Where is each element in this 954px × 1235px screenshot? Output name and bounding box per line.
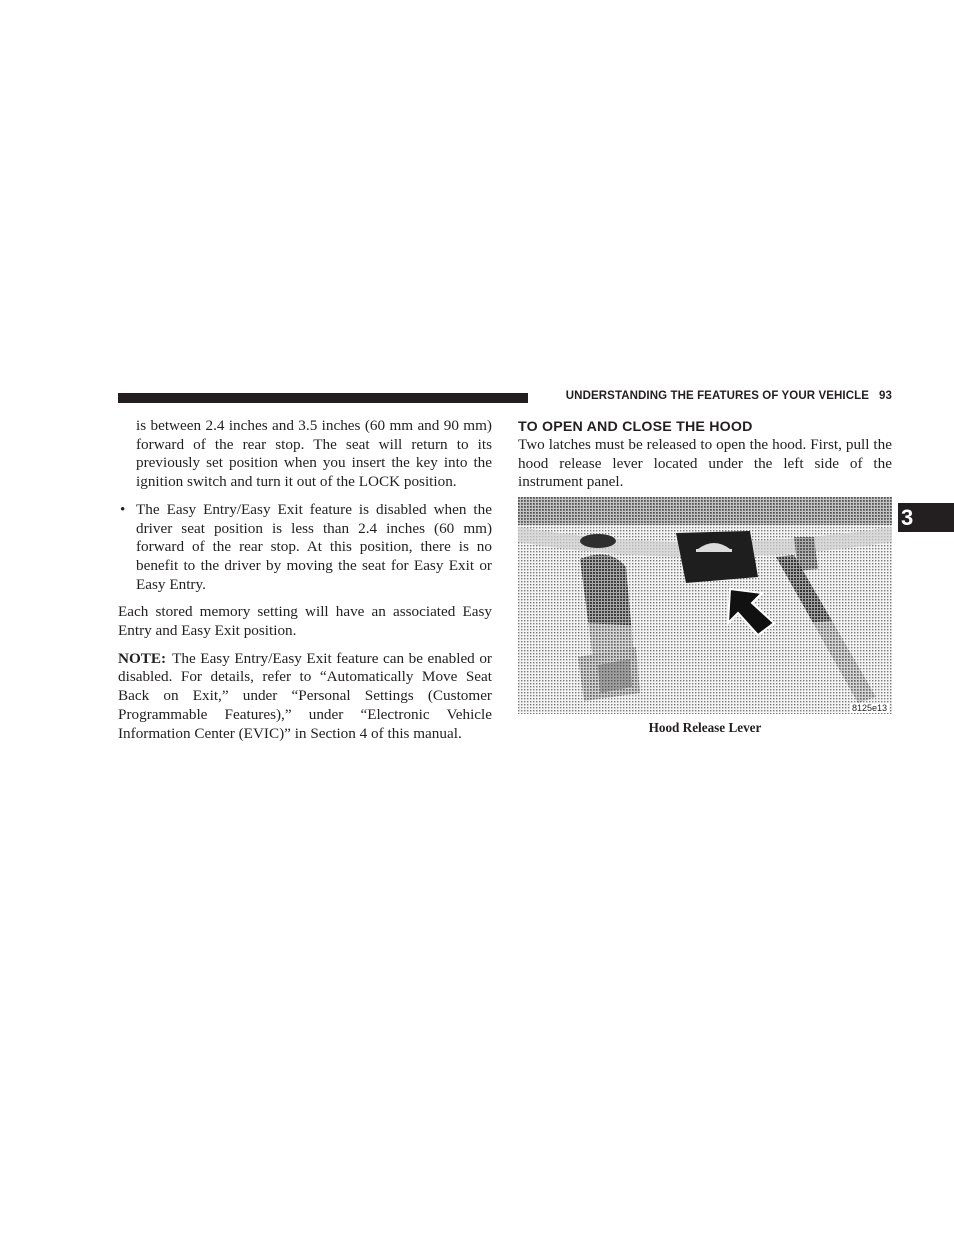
note-paragraph	[118, 650, 492, 744]
hood-release-figure	[518, 497, 892, 714]
section-title: TO OPEN AND CLOSE THE HOOD	[518, 419, 753, 435]
header-rule	[118, 393, 528, 403]
page-number: 93	[879, 390, 892, 402]
running-title: UNDERSTANDING THE FEATURES OF YOUR VEHICLE	[565, 390, 869, 402]
bullet-icon: •	[120, 500, 126, 518]
memory-paragraph: Each stored memory setting will have an associated Easy Entry and Easy Exit position.	[118, 603, 492, 640]
hood-release-illustration	[518, 497, 892, 714]
figure-code: 8125e13	[851, 703, 887, 713]
note-label: NOTE:	[118, 649, 167, 667]
section-paragraph: Two latches must be released to open the hood. First, pull the hood release lever located under the left side of the instrument panel.	[518, 436, 892, 491]
right-column	[518, 418, 892, 492]
bullet-text: The Easy Entry/Easy Exit feature is disabled when the driver seat position is less than 2.4 inches (60 mm) forward of the rear stop. At this position, there is no benefit to the driver by moving the seat for Easy Exit or Easy Entry.	[136, 500, 492, 593]
running-header	[538, 390, 892, 402]
note-text: The Easy Entry/Easy Exit feature can be enabled or disabled. For details, refer to “Automatically Move Seat Back on Exit,” under “Personal Settings (Customer Programmable Features),” under “Electronic Vehicle Information Center (EVIC)” in Section 4 of this manual.	[118, 649, 492, 742]
figure-caption: Hood Release Lever	[648, 720, 762, 735]
continued-paragraph: is between 2.4 inches and 3.5 inches (60 mm and 90 mm) forward of the rear stop. The seat will return to its previously set position when you insert the key into the ignition switch and turn it out of the LOCK position.	[136, 417, 492, 491]
left-column	[118, 417, 492, 752]
section-tab: 3	[898, 503, 954, 532]
bullet-item	[118, 501, 492, 595]
